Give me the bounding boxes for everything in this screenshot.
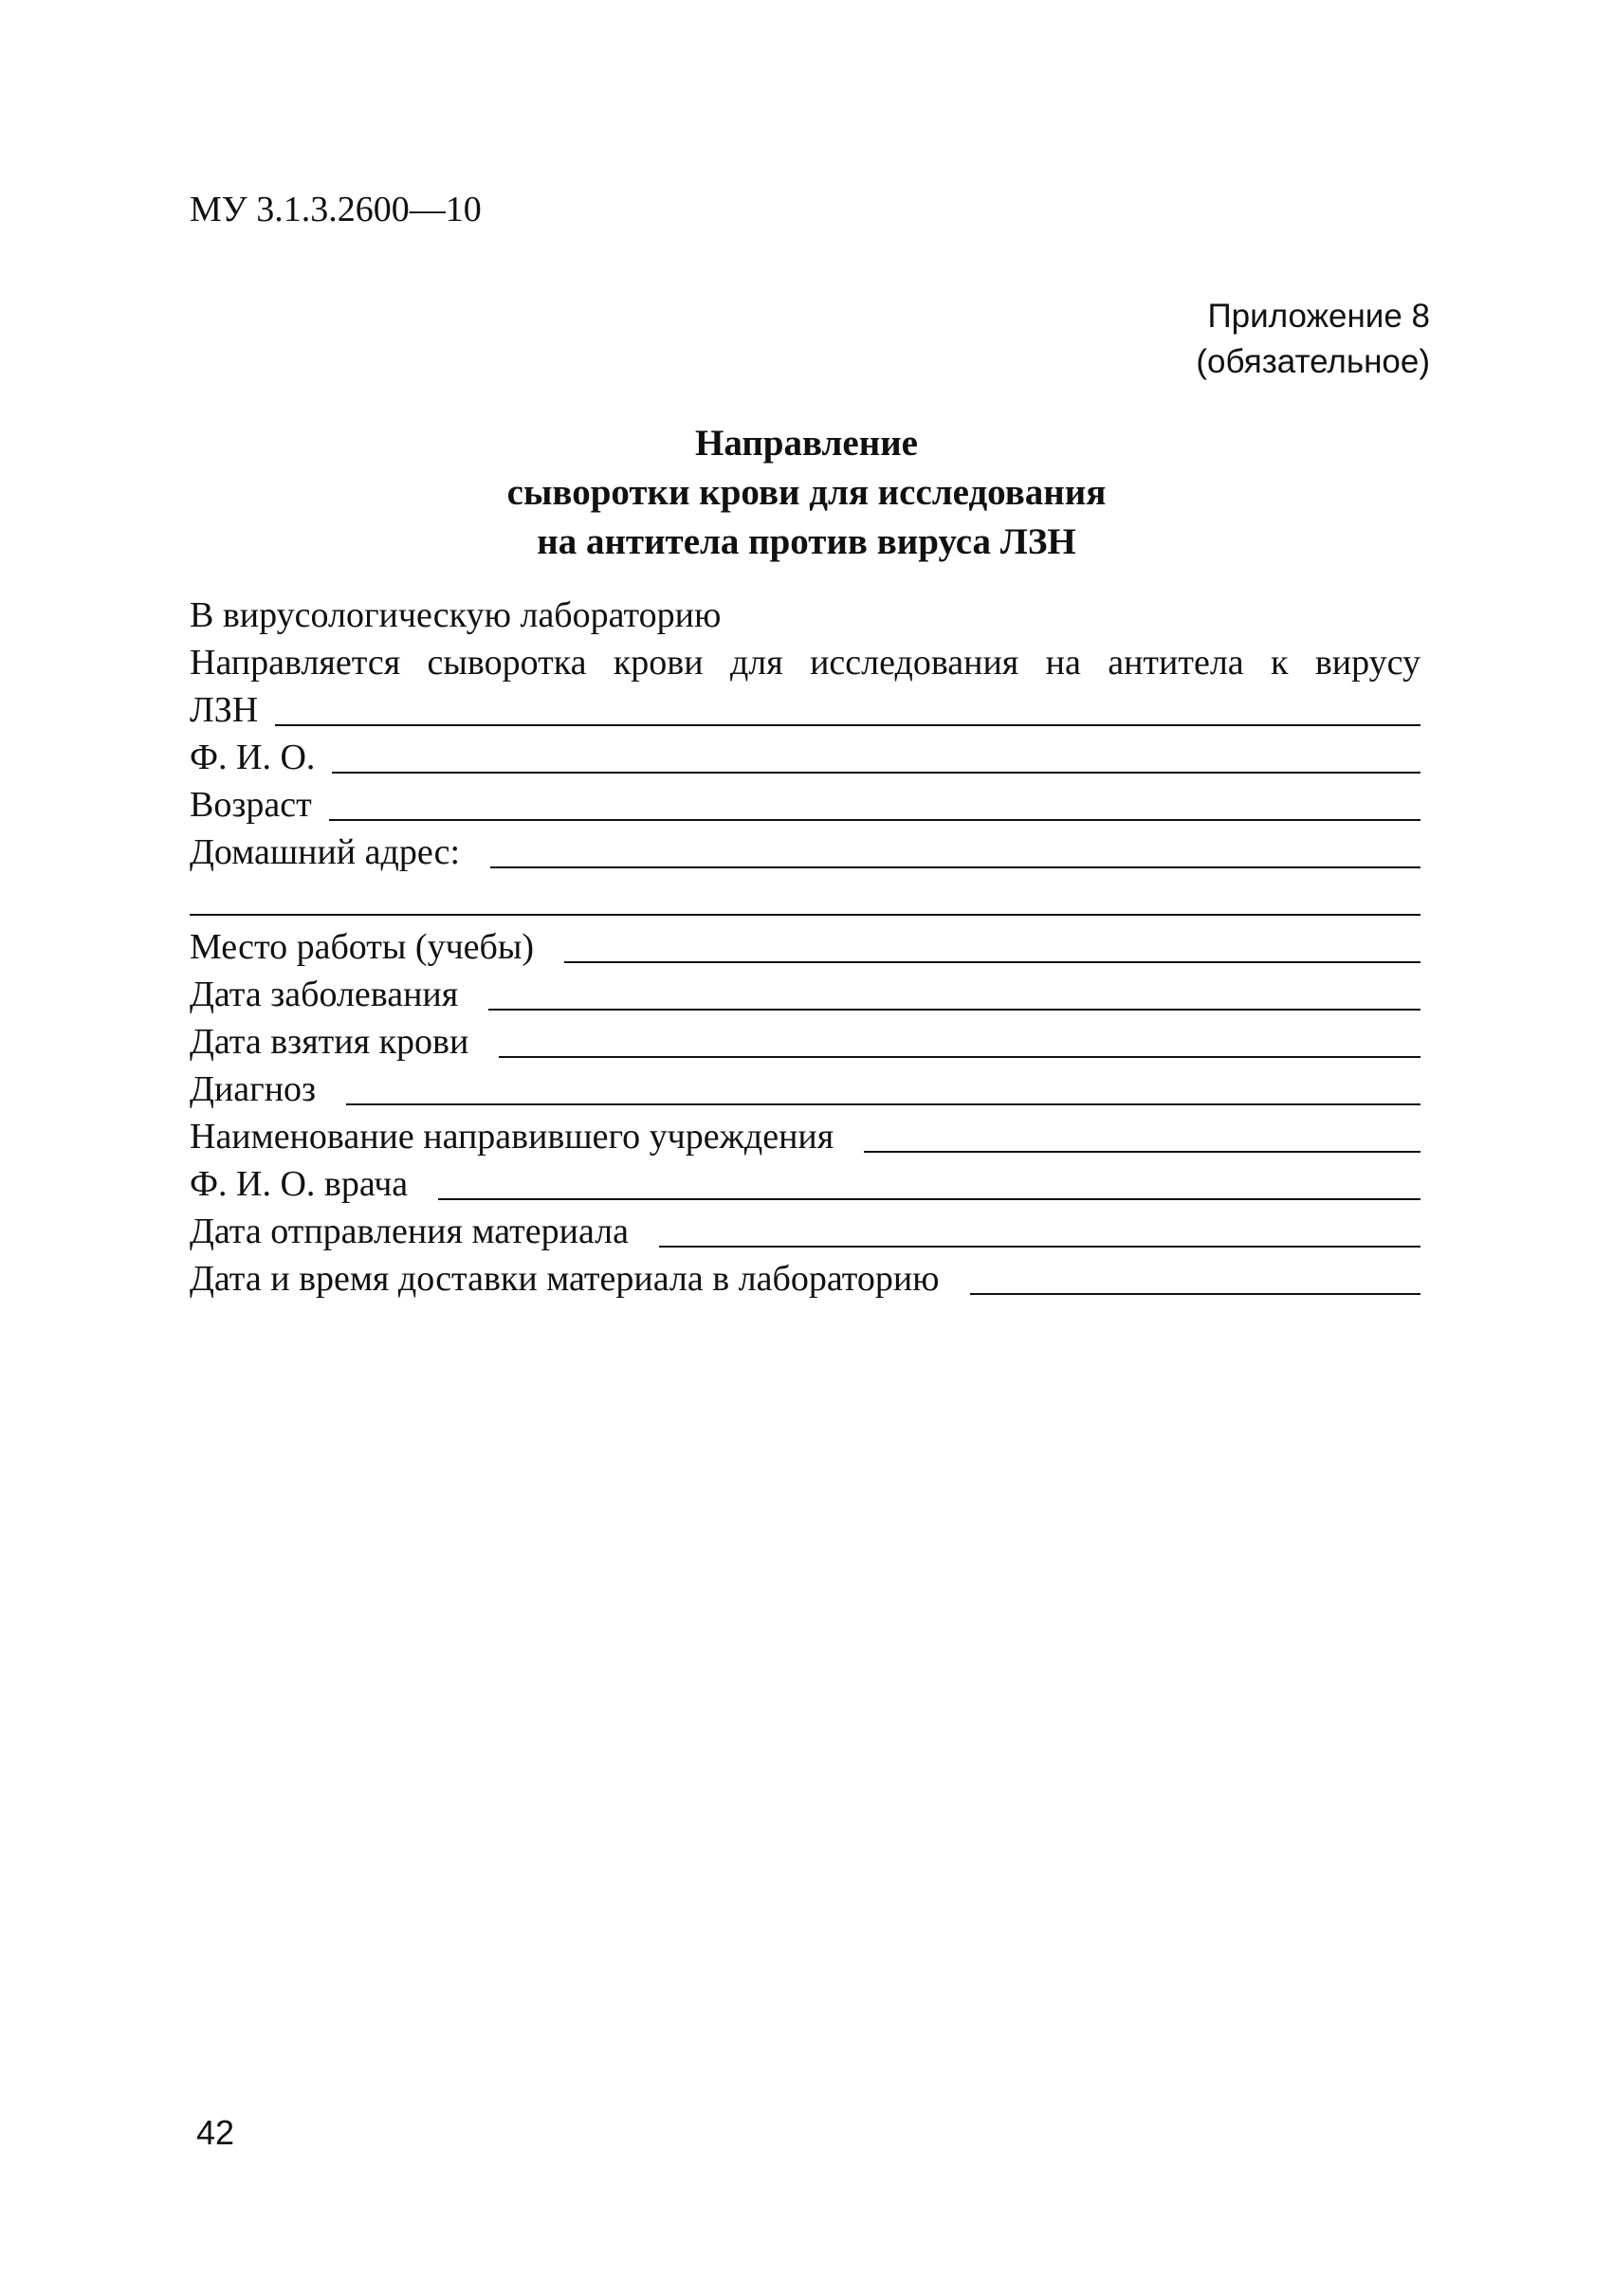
intro-continuation: ЛЗН xyxy=(190,690,259,730)
form-row-home-address xyxy=(190,828,1421,875)
appendix-number: Приложение 8 xyxy=(1207,298,1430,335)
document-code: МУ 3.1.3.2600—10 xyxy=(190,190,482,229)
form-row-sent-date xyxy=(190,1207,1421,1254)
recipient-text: В вирусологическую лабораторию xyxy=(190,595,722,635)
form-row-full-name xyxy=(190,733,1421,780)
title-line-2: сыворотки крови для исследования xyxy=(506,472,1107,513)
diagnosis-label: Диагноз xyxy=(190,1069,317,1109)
home-address-field-continued[interactable] xyxy=(190,912,1421,916)
workplace-field[interactable] xyxy=(564,959,1421,963)
illness-date-field[interactable] xyxy=(488,1007,1421,1011)
full-name-label: Ф. И. О. xyxy=(190,738,316,777)
form-row-illness-date xyxy=(190,970,1421,1017)
delivery-date-field[interactable] xyxy=(970,1291,1421,1295)
home-address-field[interactable] xyxy=(490,865,1421,868)
institution-label: Наименование направившего учреждения xyxy=(190,1117,834,1157)
form-row-age xyxy=(190,780,1421,828)
virus-field[interactable] xyxy=(275,722,1421,726)
age-label: Возраст xyxy=(190,785,312,825)
document-title xyxy=(190,419,1423,567)
institution-field[interactable] xyxy=(864,1149,1421,1153)
title-line-1: Направление xyxy=(695,423,918,464)
form-row-delivery-date xyxy=(190,1254,1421,1302)
form-row-blood-date xyxy=(190,1017,1421,1065)
form-row-home-address-cont xyxy=(190,875,1421,922)
delivery-date-label: Дата и время доставки материала в лабораторию xyxy=(190,1259,940,1299)
form-body xyxy=(190,591,1421,1302)
sent-date-label: Дата отправления материала xyxy=(190,1212,629,1251)
intro-text: Направляется сыворотка крови для исследования на антитела к вирусу xyxy=(190,643,1421,683)
doctor-name-field[interactable] xyxy=(438,1196,1421,1200)
recipient-line xyxy=(190,591,1421,638)
sent-date-field[interactable] xyxy=(659,1244,1421,1248)
form-row-institution xyxy=(190,1112,1421,1159)
form-row-workplace xyxy=(190,922,1421,970)
workplace-label: Место работы (учебы) xyxy=(190,927,535,967)
home-address-label: Домашний адрес: xyxy=(190,832,461,872)
doctor-name-label: Ф. И. О. врача xyxy=(190,1164,409,1204)
intro-line xyxy=(190,638,1421,685)
appendix-status: (обязательное) xyxy=(1196,343,1430,380)
age-field[interactable] xyxy=(329,817,1421,821)
blood-date-field[interactable] xyxy=(499,1054,1421,1058)
form-row-diagnosis xyxy=(190,1065,1421,1112)
appendix-label xyxy=(1196,294,1430,385)
form-row-virus xyxy=(190,685,1421,733)
full-name-field[interactable] xyxy=(332,770,1421,774)
blood-date-label: Дата взятия крови xyxy=(190,1022,469,1062)
page-number: 42 xyxy=(196,2113,235,2152)
diagnosis-field[interactable] xyxy=(346,1102,1421,1105)
title-line-3: на антитела против вируса ЛЗН xyxy=(537,521,1076,562)
form-row-doctor-name xyxy=(190,1159,1421,1207)
illness-date-label: Дата заболевания xyxy=(190,975,459,1014)
